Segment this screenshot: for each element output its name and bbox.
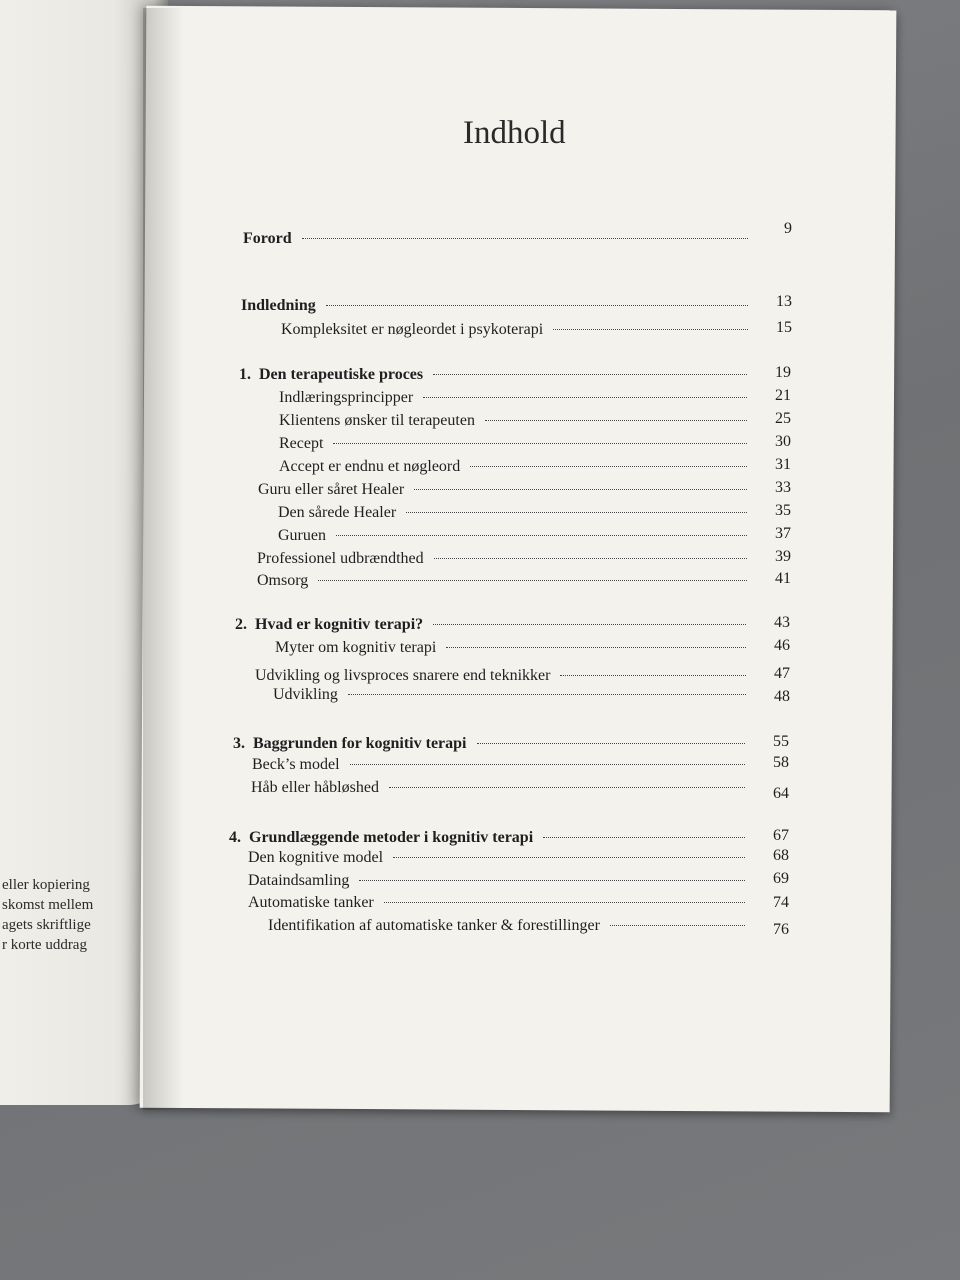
page-gutter-shadow (143, 8, 183, 1110)
toc-entry-label: Accept er endnu et nøgleord (279, 458, 461, 475)
chapter-number: 4. (229, 829, 241, 846)
toc-entry (241, 293, 792, 315)
toc-entry-label: Den sårede Healer (278, 504, 397, 521)
toc-entry-label: Myter om kognitiv terapi (275, 639, 437, 656)
toc-entry-label: Beck’s model (252, 756, 340, 773)
toc-entry (279, 456, 791, 476)
toc-page-number: 68 (773, 847, 789, 864)
toc-entry (257, 570, 791, 590)
toc-entry (251, 779, 789, 802)
chapter-number: 3. (233, 735, 245, 752)
toc-page-number: 74 (773, 894, 789, 911)
toc-entry-label: Udvikling (273, 686, 338, 703)
dot-leader (384, 902, 745, 903)
dot-leader (560, 675, 746, 676)
toc-page-number: 21 (775, 387, 791, 404)
toc-entry (229, 827, 789, 847)
dot-leader (336, 535, 747, 536)
toc-page-number: 76 (773, 921, 789, 938)
toc-page-number: 9 (784, 220, 792, 237)
toc-page-number: 35 (775, 502, 791, 519)
dot-leader (389, 787, 745, 788)
toc-entry (257, 548, 791, 568)
page-title: Indhold (463, 115, 566, 151)
toc-entry (279, 410, 791, 430)
toc-entry (273, 686, 790, 705)
left-page-line: eller kopiering (2, 877, 90, 893)
toc-entry (235, 614, 790, 634)
toc-page-number: 33 (775, 479, 791, 496)
toc-entry (278, 525, 791, 545)
toc-entry-label: Kompleksitet er nøgleordet i psykoterapi (281, 321, 544, 338)
toc-page-number: 39 (775, 548, 791, 565)
dot-leader (543, 837, 745, 838)
dot-leader (434, 558, 747, 559)
toc-page-number: 37 (775, 525, 791, 542)
dot-leader (359, 880, 745, 881)
dot-leader (302, 238, 748, 239)
toc-page-number: 55 (773, 733, 789, 750)
toc-page-number: 48 (774, 688, 790, 705)
toc-entry-label: Guru eller såret Healer (258, 481, 405, 498)
toc-entry (252, 754, 789, 774)
toc-entry (255, 665, 790, 685)
toc-entry-label: Guruen (278, 527, 326, 544)
dot-leader (470, 466, 747, 467)
toc-entry (281, 319, 792, 339)
toc-entry-label: Baggrunden for kognitiv terapi (253, 735, 467, 752)
toc-entry-label: Indledning (241, 297, 316, 314)
dot-leader (423, 397, 747, 398)
left-page-line: agets skriftlige (2, 917, 91, 933)
toc-entry-label: Den terapeutiske proces (259, 366, 424, 383)
toc-page-number: 31 (775, 456, 791, 473)
toc-page-number: 46 (774, 637, 790, 654)
toc-entry-label: Den kognitive model (248, 849, 384, 866)
toc-entry-label: Identifikation af automatiske tanker & forestillinger (268, 917, 600, 934)
dot-leader (610, 925, 745, 926)
toc-page-number: 67 (773, 827, 789, 844)
dot-leader (485, 420, 747, 421)
toc-entry (279, 387, 791, 407)
toc-entry-label: Hvad er kognitiv terapi? (255, 616, 424, 633)
dot-leader (350, 764, 745, 765)
left-page-text (2, 875, 93, 955)
dot-leader (333, 443, 747, 444)
dot-leader (414, 489, 747, 490)
dot-leader (446, 647, 746, 648)
toc-page-number: 43 (774, 614, 790, 631)
toc-entry-label: Automatiske tanker (248, 894, 374, 911)
toc-entry-label: Recept (279, 435, 324, 452)
left-page-line: skomst mellem (2, 897, 94, 913)
toc-page-number: 64 (773, 785, 789, 802)
dot-leader (318, 580, 747, 581)
dot-leader (553, 329, 748, 330)
left-page-line: r korte uddrag (2, 937, 87, 953)
dot-leader (433, 624, 746, 625)
toc-entry-label: Omsorg (257, 572, 309, 589)
toc-entry (279, 433, 791, 453)
dot-leader (433, 374, 747, 375)
toc-entry-label: Forord (243, 230, 292, 247)
toc-page-number: 15 (776, 319, 792, 336)
chapter-number: 2. (235, 616, 247, 633)
toc-page-number: 58 (773, 754, 789, 771)
toc-entry-label: Klientens ønsker til terapeuten (279, 412, 475, 429)
dot-leader (348, 694, 746, 695)
toc-page-number: 30 (775, 433, 791, 450)
toc-entry-label: Indlæringsprincipper (279, 389, 414, 406)
toc-entry-label: Udvikling og livsproces snarere end teknikker (255, 667, 551, 684)
toc-page-number: 69 (773, 870, 789, 887)
toc-page-number: 13 (776, 293, 792, 310)
toc-entry-label: Professionel udbrændthed (257, 550, 424, 567)
toc-page-number: 47 (774, 665, 790, 682)
toc-entry-label: Grundlæggende metoder i kognitiv terapi (249, 829, 534, 846)
toc-entry (239, 364, 791, 384)
toc-entry (278, 502, 791, 522)
toc-entry (248, 870, 789, 890)
toc-page-number: 19 (775, 364, 791, 381)
toc-entry (248, 847, 789, 867)
dot-leader (326, 305, 748, 306)
dot-leader (393, 857, 745, 858)
dot-leader (406, 512, 747, 513)
toc-entry (258, 479, 791, 499)
toc-entry (268, 917, 789, 938)
toc-page-number: 41 (775, 570, 791, 587)
toc-entry (248, 894, 789, 912)
chapter-number: 1. (239, 366, 251, 383)
toc-entry (243, 220, 792, 248)
toc-page-number: 25 (775, 410, 791, 427)
toc-entry (233, 733, 789, 753)
dot-leader (477, 743, 746, 744)
toc-entry-label: Håb eller håbløshed (251, 779, 379, 796)
toc-entry-label: Dataindsamling (248, 872, 350, 889)
toc-entry (275, 637, 790, 657)
